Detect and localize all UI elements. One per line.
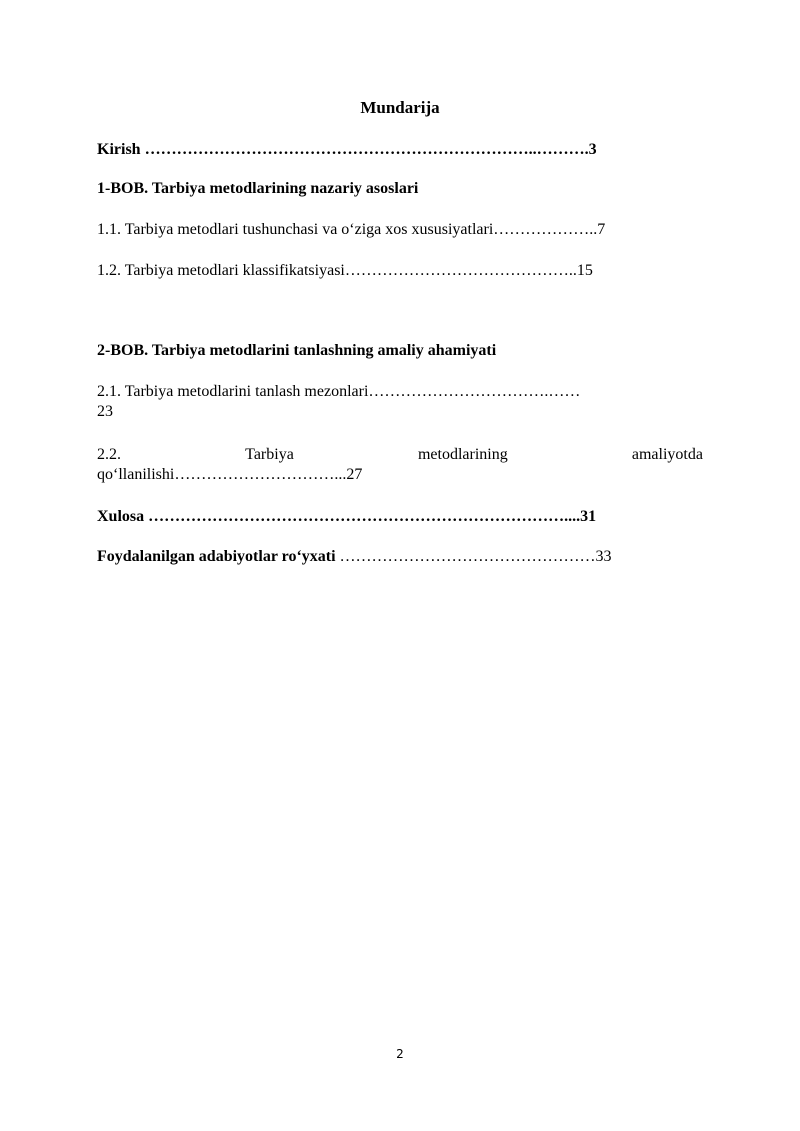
toc-entry-2-2-line2: qo‘llanilishi…………………………...27 xyxy=(97,466,363,483)
toc-entry-1-1: 1.1. Tarbiya metodlari tushunchasi va o‘ziga xos xususiyatlari………………..7 xyxy=(97,221,606,238)
toc-entry-2-2-word: Tarbiya xyxy=(245,446,294,463)
toc-entry-2-2-number: 2.2. xyxy=(97,446,121,463)
toc-entry-adabiyotlar-label: Foydalanilgan adabiyotlar ro‘yxati xyxy=(97,548,336,565)
toc-entry-adabiyotlar-dots: …………………………………………33 xyxy=(335,548,612,565)
toc-entry-1-2: 1.2. Tarbiya metodlari klassifikatsiyasi……………………………………..15 xyxy=(97,262,593,279)
toc-entry-2-1-line1: 2.1. Tarbiya metodlarini tanlash mezonlari…………………………….…… xyxy=(97,383,581,400)
toc-title: Mundarija xyxy=(360,98,440,117)
toc-entry-xulosa: Xulosa ……………………………………………………………………....31 xyxy=(97,508,597,525)
toc-entry-2-2-word: amaliyotda xyxy=(631,446,703,463)
toc-entry-2-2-line1 xyxy=(97,445,703,465)
toc-entry-2-1-line2: 23 xyxy=(97,403,113,420)
toc-entry-2-2-word: metodlarining xyxy=(417,446,508,463)
toc-entry-kirish: Kirish ………………………………………………………………..……….3 xyxy=(97,141,597,158)
toc-chapter-1: 1-BOB. Tarbiya metodlarining nazariy asoslari xyxy=(97,180,419,197)
page-number: 2 xyxy=(396,1047,404,1061)
toc-chapter-2: 2-BOB. Tarbiya metodlarini tanlashning amaliy ahamiyati xyxy=(97,342,497,359)
toc-entry-adabiyotlar xyxy=(97,547,703,567)
